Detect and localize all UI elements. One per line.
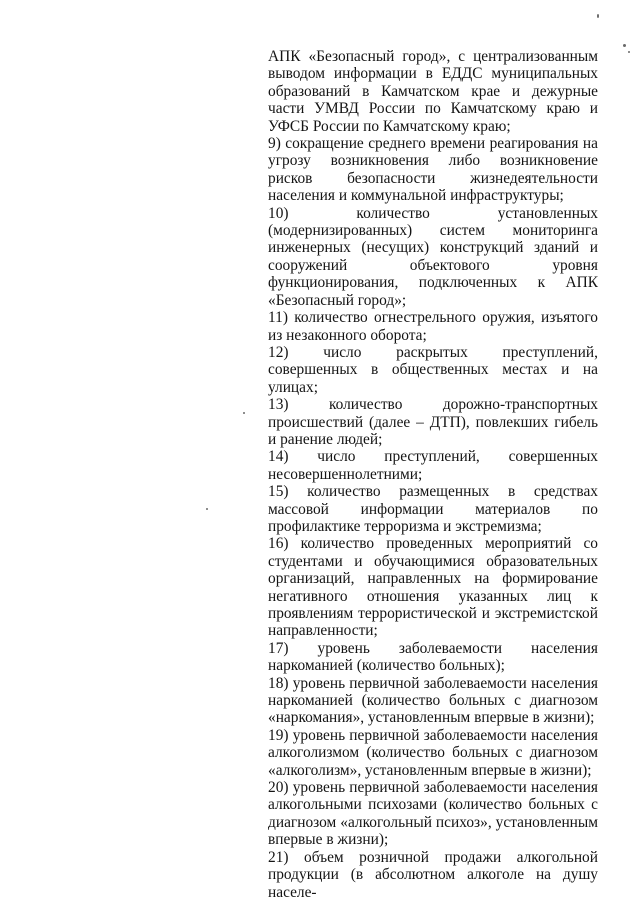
list-item-15: 15) количество размещенных в средствах массовой информации материалов по профилактике терроризма и экстремизма; bbox=[268, 483, 598, 535]
document-body bbox=[268, 48, 598, 901]
scan-speck bbox=[206, 508, 208, 510]
scan-speck bbox=[597, 14, 599, 18]
list-item-21: 21) объем розничной продажи алкогольной продукции (в абсолютном алкоголе на душу населе- bbox=[268, 848, 598, 901]
list-item-9: 9) сокращение среднего времени реагирования на угрозу возникновения либо возникновение рисков безопасности жизнедеятельности населения и коммунальной инфраструктуры; bbox=[268, 135, 598, 205]
paragraph-continuation: АПК «Безопасный город», с централизованным выводом информации в ЕДДС муниципальных образований в Камчатском крае и дежурные части УМВД России по Камчатскому краю и УФСБ России по Камчатскому краю; bbox=[268, 48, 598, 135]
list-item-12: 12) число раскрытых преступлений, совершенных в общественных местах и на улицах; bbox=[268, 343, 598, 396]
list-item-20: 20) уровень первичной заболеваемости населения алкогольными психозами (количество больных с диагнозом «алкогольный психоз», установленным впервые в жизни); bbox=[268, 779, 598, 849]
list-item-16: 16) количество проведенных мероприятий со студентами и обучающимися образовательных организаций, направленных на формирование негативного отношения указанных лиц к проявлениям террористической и экстремистской направленности; bbox=[268, 535, 598, 640]
list-item-11: 11) количество огнестрельного оружия, изъятого из незаконного оборота; bbox=[268, 309, 598, 344]
list-item-14: 14) число преступлений, совершенных несовершеннолетними; bbox=[268, 448, 598, 483]
scan-speck bbox=[628, 51, 630, 53]
list-item-19: 19) уровень первичной заболеваемости населения алкоголизмом (количество больных с диагнозом «алкоголизм», установленным впервые в жизни); bbox=[268, 726, 598, 779]
scan-speck bbox=[243, 412, 245, 414]
list-item-10: 10) количество установленных (модернизированных) систем мониторинга инженерных (несущих) конструкций зданий и сооружений объектового уровня функционирования, подключенных к АПК «Безопасный город»; bbox=[268, 204, 598, 309]
list-item-17: 17) уровень заболеваемости населения наркоманией (количество больных); bbox=[268, 639, 598, 675]
scan-speck bbox=[623, 44, 626, 47]
list-item-13: 13) количество дорожно-транспортных происшествий (далее – ДТП), повлекших гибель и ранение людей; bbox=[268, 396, 598, 448]
list-item-18: 18) уровень первичной заболеваемости населения наркоманией (количество больных с диагнозом «наркомания», установленным впервые в жизни); bbox=[268, 674, 598, 727]
